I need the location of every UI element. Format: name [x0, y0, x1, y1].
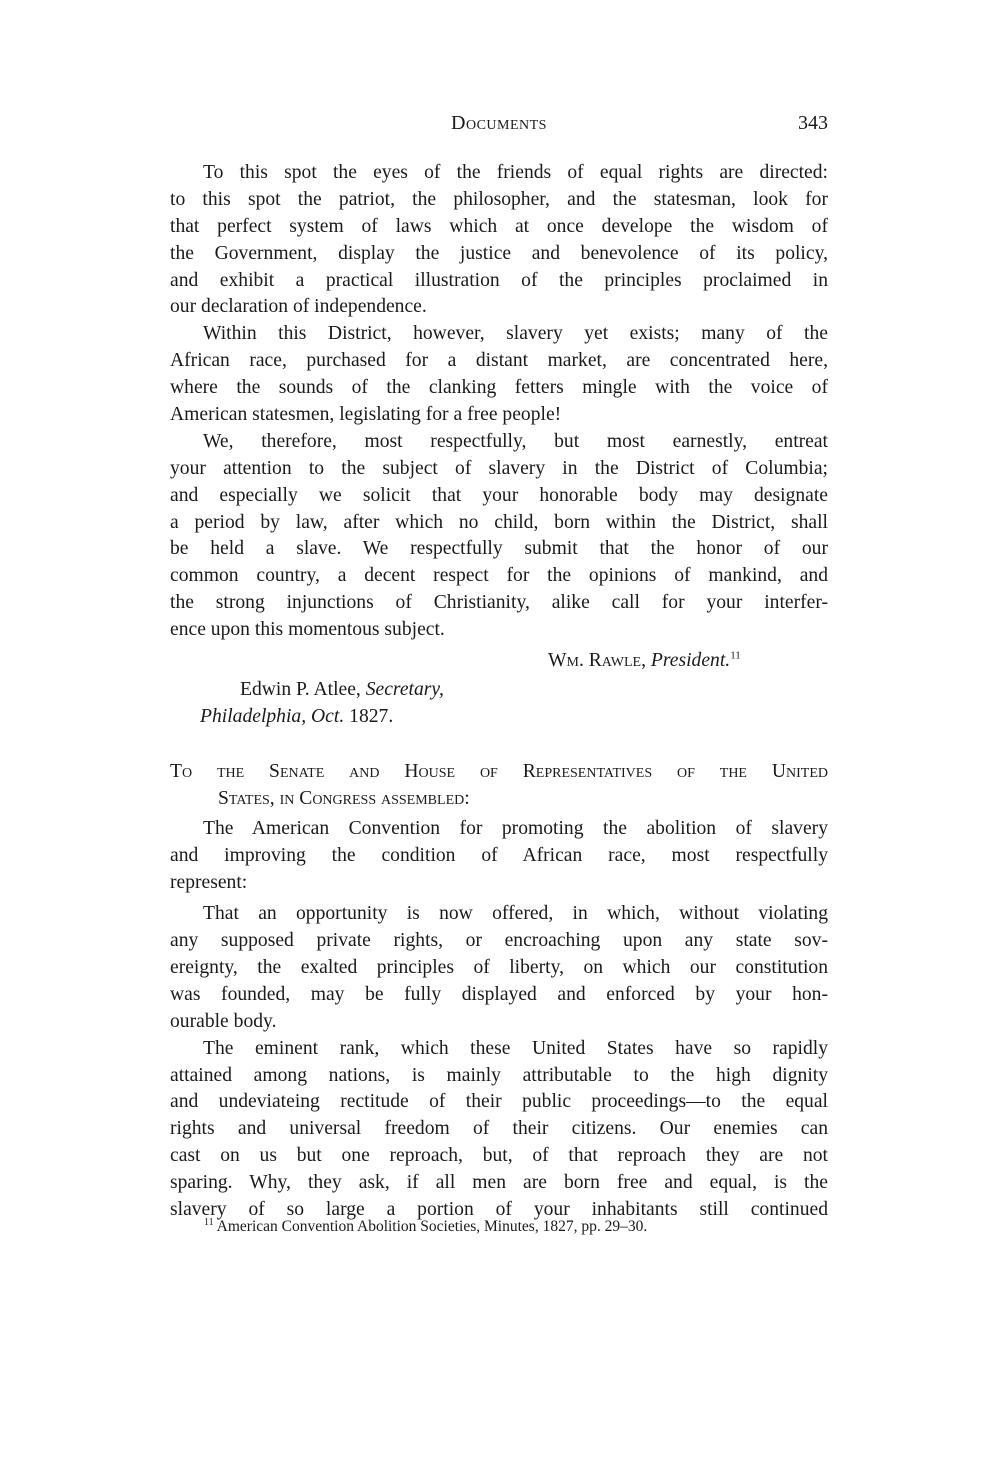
address-heading — [170, 759, 828, 813]
text-line: any supposed private rights, or encroaching upon any state sov- — [170, 930, 828, 952]
text-line: our declaration of independence. — [170, 296, 427, 318]
text-line: and undeviateing rectitude of their public proceedings—to the equal — [170, 1091, 828, 1113]
text-line: the strong injunctions of Christianity, alike call for your interfer- — [170, 592, 828, 614]
text-line: American statesmen, legislating for a free people! — [170, 404, 562, 426]
paragraph — [170, 160, 828, 321]
paragraph — [170, 816, 828, 897]
text-line: common country, a decent respect for the opinions of mankind, and — [170, 565, 828, 587]
text-line: The eminent rank, which these United States have so rapidly — [203, 1037, 828, 1059]
footnote — [204, 1218, 647, 1236]
place-date — [170, 704, 828, 731]
page-number: 343 — [798, 112, 828, 134]
footnote-number: 11 — [204, 1216, 214, 1228]
secretary-signature — [170, 677, 828, 704]
text-line: a period by law, after which no child, born within the District, shall — [170, 511, 828, 533]
paragraph — [170, 429, 828, 644]
paragraph — [170, 1036, 828, 1224]
text-line: represent: — [170, 872, 248, 894]
text-line: was founded, may be fully displayed and enforced by your hon- — [170, 983, 828, 1005]
date-month: Oct. — [311, 705, 345, 727]
footnote-text: American Convention Abolition Societies, Minutes, 1827, pp. 29–30. — [216, 1218, 648, 1235]
paragraph — [170, 321, 828, 429]
running-header — [170, 112, 828, 142]
date-year: 1827. — [349, 705, 394, 727]
text-line: African race, purchased for a distant market, are concentrated here, — [170, 350, 828, 372]
text-line: To this spot the eyes of the friends of equal rights are directed: — [203, 162, 828, 183]
text-line: ereignty, the exalted principles of liberty, on which our constitution — [170, 956, 828, 978]
text-line: that perfect system of laws which at once develope the wisdom of — [170, 215, 828, 237]
heading-line: States, in Congress assembled: — [218, 787, 470, 809]
text-line: to this spot the patriot, the philosopher, and the statesman, look for — [170, 188, 828, 210]
text-line: attained among nations, is mainly attributable to the high dignity — [170, 1064, 828, 1086]
text-line: That an opportunity is now offered, in which, without violating — [203, 903, 828, 925]
text-line: be held a slave. We respectfully submit that the honor of our — [170, 538, 828, 560]
text-line: ence upon this momentous subject. — [170, 619, 445, 641]
text-line: sparing. Why, they ask, if all men are born free and equal, is the — [170, 1172, 828, 1194]
text-line: and improving the condition of African race, most respectfully — [170, 845, 828, 867]
body-text — [170, 160, 828, 1224]
text-line: and especially we solicit that your honorable body may designate — [170, 484, 828, 506]
text-line: where the sounds of the clanking fetters mingle with the voice of — [170, 377, 828, 399]
text-line: cast on us but one reproach, but, of that reproach they are not — [170, 1145, 828, 1167]
secretary-title: Secretary, — [365, 678, 444, 700]
heading-line: To the Senate and House of Representatives of the United — [170, 760, 828, 782]
signature-block — [170, 648, 828, 731]
text-line: the Government, display the justice and benevolence of its policy, — [170, 242, 828, 264]
president-signature — [170, 648, 828, 675]
text-line: slavery of so large a portion of your inhabitants still continued — [170, 1198, 828, 1220]
place: Philadelphia, — [200, 705, 307, 727]
running-title: Documents — [451, 112, 547, 134]
text-line: The American Convention for promoting the abolition of slavery — [203, 818, 828, 840]
text-line: ourable body. — [170, 1010, 277, 1032]
text-line: and exhibit a practical illustration of the principles proclaimed in — [170, 269, 828, 291]
text-line: rights and universal freedom of their citizens. Our enemies can — [170, 1118, 828, 1140]
text-line: We, therefore, most respectfully, but most earnestly, entreat — [203, 430, 828, 452]
secretary-name: Edwin P. Atlee, — [240, 678, 361, 700]
paragraph — [170, 901, 828, 1035]
president-name: Wm. Rawle, — [548, 650, 647, 672]
text-line: your attention to the subject of slavery in the District of Columbia; — [170, 457, 828, 479]
president-title: President. — [650, 650, 731, 672]
text-line: Within this District, however, slavery yet exists; many of the — [203, 323, 828, 345]
footnote-ref: 11 — [730, 649, 741, 662]
